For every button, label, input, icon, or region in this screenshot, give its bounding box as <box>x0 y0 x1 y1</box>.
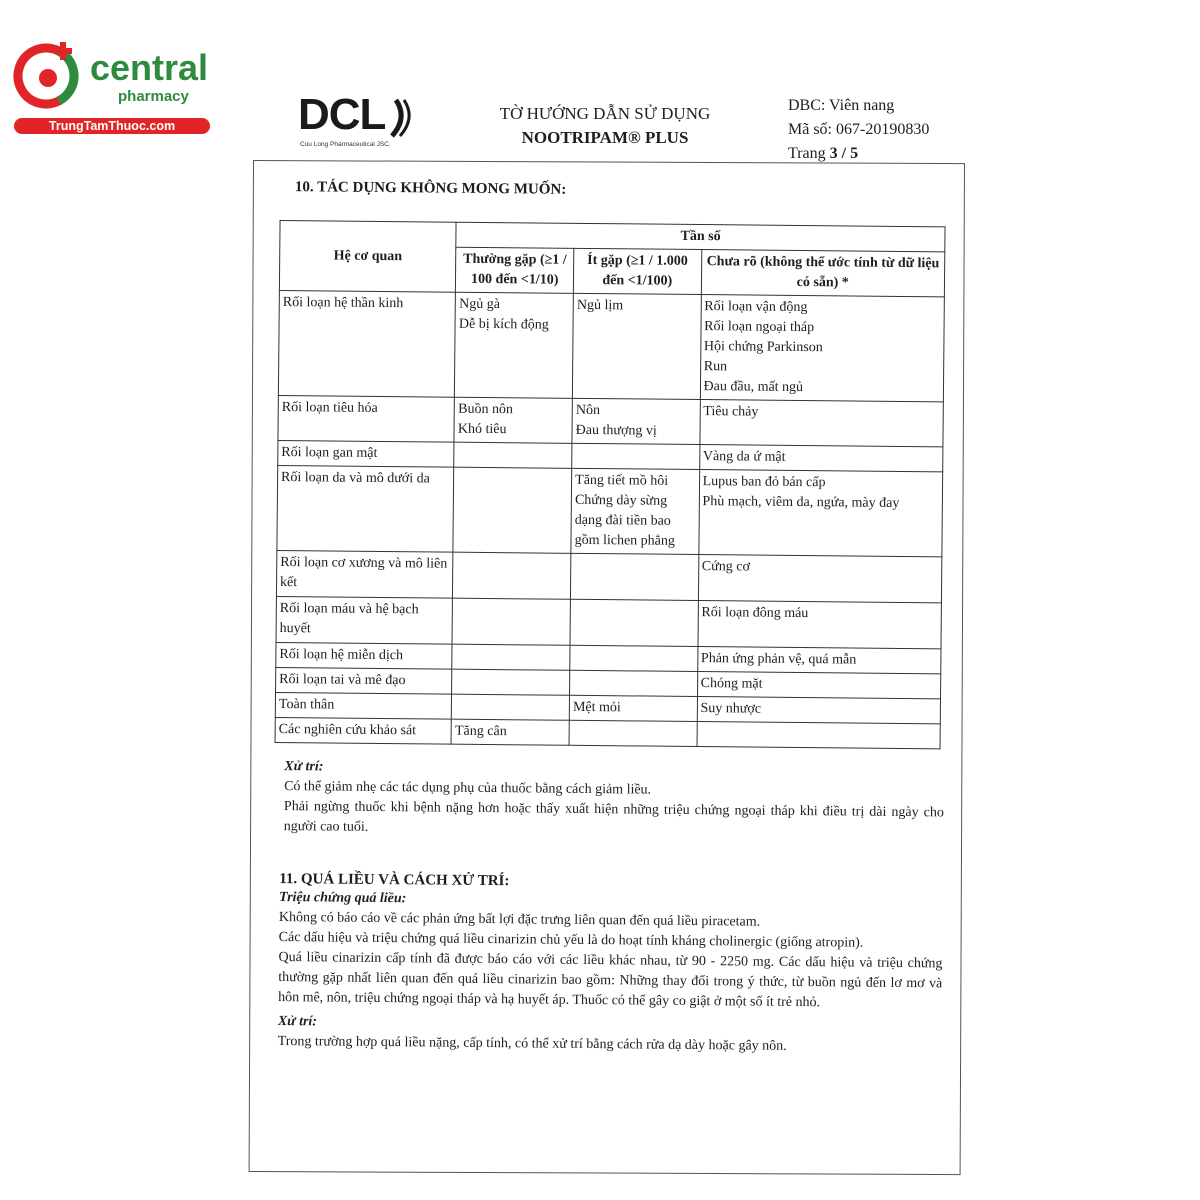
cell-line: Chứng dày sừng dạng đài tiền bao gồm lichen phẳng <box>574 492 675 549</box>
brand-name: central <box>90 47 209 88</box>
table-row <box>278 290 944 401</box>
cell-line: Mệt mỏi <box>572 699 621 716</box>
cell-line: Suy nhược <box>700 701 762 717</box>
cell-unknown <box>697 672 941 699</box>
cell-organ: Rối loạn tai và mê đạo <box>276 667 453 694</box>
cell-line: Rối loạn vận động <box>704 299 808 316</box>
symptom-line-1: Không có báo cáo về các phản ứng bất lợi đặc trưng liên quan đến quá liều piracetam. <box>278 910 761 930</box>
cell-line: Tăng cân <box>454 723 507 740</box>
cell-line: Ngủ gà <box>459 296 501 313</box>
symptom-line-2: Các dấu hiệu và triệu chứng quá liều cinarizin chủ yếu là do hoạt tính kháng cholinergic (giống atropin). <box>278 930 864 951</box>
cell-organ: Rối loạn da và mô dưới da <box>277 465 454 552</box>
cell-common <box>452 694 570 720</box>
cell-common <box>451 719 569 745</box>
brand-sub: pharmacy <box>118 88 189 105</box>
page-prefix: Trang <box>788 145 830 162</box>
cell-line: Lupus ban đỏ bán cấp <box>702 474 826 491</box>
table-row <box>277 465 943 556</box>
cell-unknown <box>698 601 942 649</box>
section-11 <box>278 871 944 1058</box>
cell-common <box>455 292 574 398</box>
cell-common <box>453 552 571 599</box>
cell-line: Khó tiêu <box>457 421 507 438</box>
document-meta <box>788 94 929 166</box>
dcl-logo-text: DCL <box>298 90 386 139</box>
symptom-label: Triệu chứng quá liều: <box>278 890 407 907</box>
cell-unknown <box>700 295 944 402</box>
treat-line-2: Phải ngừng thuốc khi bệnh nặng hơn hoặc thấy xuất hiện những triệu chứng ngoại tháp khi điều trị dài ngày cho người cao tuổi. <box>283 799 944 835</box>
cell-unknown <box>697 647 941 674</box>
dbc-label: DBC: Viên nang <box>788 97 895 114</box>
col-organ-header: Hệ cơ quan <box>279 221 456 293</box>
cell-line: Đau thượng vị <box>575 422 657 439</box>
cell-unknown <box>697 722 941 749</box>
cell-unknown <box>698 555 942 603</box>
cell-common <box>454 442 572 468</box>
dcl-swoosh-icon <box>386 96 420 140</box>
cell-organ: Rối loạn tiêu hóa <box>278 395 455 442</box>
page-value: 3 / 5 <box>829 145 859 162</box>
cell-line: Rối loạn ngoại tháp <box>704 319 815 336</box>
cell-line: Dễ bị kích động <box>458 316 549 333</box>
central-pharmacy-logo <box>8 36 88 116</box>
cell-line: Nôn <box>575 402 601 419</box>
cell-uncommon <box>571 553 699 600</box>
cell-line: Ngủ lịm <box>576 297 624 314</box>
section-11-title: 11. QUÁ LIỀU VÀ CÁCH XỬ TRÍ: <box>279 871 510 890</box>
cell-organ: Rối loạn hệ miễn dịch <box>276 642 453 669</box>
cell-uncommon <box>569 695 697 721</box>
cell-uncommon <box>570 599 698 646</box>
cell-organ: Rối loạn máu và hệ bạch huyết <box>276 596 453 644</box>
col-frequency-header: Tần số <box>456 222 945 252</box>
col-uncommon-header: Ít gặp (≥1 / 1.000 đến <1/100) <box>573 248 701 294</box>
cell-line: Buồn nôn <box>458 401 514 418</box>
cell-uncommon <box>570 645 698 671</box>
title-line-2: NOOTRIPAM® PLUS <box>521 128 689 147</box>
title-line-1: TỜ HƯỚNG DẪN SỬ DỤNG <box>499 104 711 123</box>
cell-common <box>452 669 570 695</box>
treat-label: Xử trí: <box>284 759 324 775</box>
cell-uncommon <box>569 720 697 746</box>
table-row <box>276 596 941 648</box>
cell-unknown <box>697 697 941 724</box>
cell-line: Vàng da ứ mật <box>702 449 786 465</box>
col-common-header: Thường gặp (≥1 / 100 đến <1/10) <box>456 247 574 293</box>
cell-line: Đau đầu, mất ngủ <box>703 379 804 396</box>
overdose-treat-line: Trong trường hợp quá liều nặng, cấp tính, có thể xử trí bằng cách rửa dạ dày hoặc gây nôn. <box>277 1034 787 1054</box>
cell-unknown <box>700 400 944 447</box>
cell-uncommon <box>570 670 698 696</box>
dcl-logo-subtitle: Cuu Long Pharmaceutical JSC. <box>300 141 391 148</box>
cell-line: Cứng cơ <box>701 559 750 575</box>
ma-so-label: Mã số: 067-20190830 <box>788 121 930 138</box>
cell-line: Tăng tiết mồ hôi <box>575 472 669 489</box>
cell-line: Run <box>703 359 728 375</box>
col-unknown-header: Chưa rõ (không thể ước tính từ dữ liệu có sẵn) * <box>701 250 945 297</box>
table-row <box>276 550 941 602</box>
cell-organ: Toàn thân <box>275 692 452 719</box>
table-row <box>278 395 943 446</box>
symptom-line-3: Quá liều cinarizin cấp tính đã được báo cáo với các liều khác nhau, từ 90 - 2250 mg. Các dấu hiệu và triệu chứng thường gặp nhất liên quan đến quá liều cinarizin bao gồm: Những thay đổi trong ý thức, từ buồn ngủ đến lơ mơ và hôn mê, nôn, triệu chứng ngoại tháp và hạ huyết áp. Thuốc có thể gây co giật ở một số ít trẻ nhỏ. <box>278 950 943 1011</box>
cell-line: Phù mạch, viêm da, ngứa, mày đay <box>702 494 900 511</box>
overdose-treat-label: Xử trí: <box>277 1014 318 1030</box>
document-title <box>455 102 755 150</box>
cell-organ: Rối loạn gan mật <box>278 440 455 467</box>
cell-common <box>454 397 572 443</box>
cell-line: Tiêu chảy <box>703 404 759 420</box>
cell-organ: Rối loạn hệ thần kinh <box>278 290 455 397</box>
section-10-title: 10. TÁC DỤNG KHÔNG MONG MUỐN: <box>294 179 567 198</box>
side-effects-rows <box>275 290 944 748</box>
cell-line: Rối loạn đông máu <box>701 605 809 622</box>
cell-uncommon <box>572 443 700 469</box>
treat-line-1: Có thể giảm nhẹ các tác dụng phụ của thuốc bằng cách giảm liều. <box>284 779 652 798</box>
cell-uncommon <box>572 398 700 444</box>
cell-line: Chóng mặt <box>700 676 763 692</box>
table-row <box>275 717 940 748</box>
section-10-treatment <box>284 757 945 843</box>
cell-organ: Các nghiên cứu khảo sát <box>275 717 452 744</box>
cell-unknown <box>698 470 942 557</box>
cell-uncommon <box>572 293 700 399</box>
cell-common <box>453 467 572 553</box>
cell-unknown <box>699 445 943 472</box>
cell-common <box>452 598 570 645</box>
cell-uncommon <box>571 468 699 554</box>
brand-site-badge: TrungTamThuoc.com <box>14 118 210 134</box>
cell-common <box>452 644 570 670</box>
document-body <box>272 175 950 1058</box>
cell-organ: Rối loạn cơ xương và mô liên kết <box>276 550 453 598</box>
side-effects-table <box>275 220 946 749</box>
cell-line: Hội chứng Parkinson <box>703 339 823 356</box>
cell-line: Phản ứng phản vệ, quá mẫn <box>700 651 857 668</box>
